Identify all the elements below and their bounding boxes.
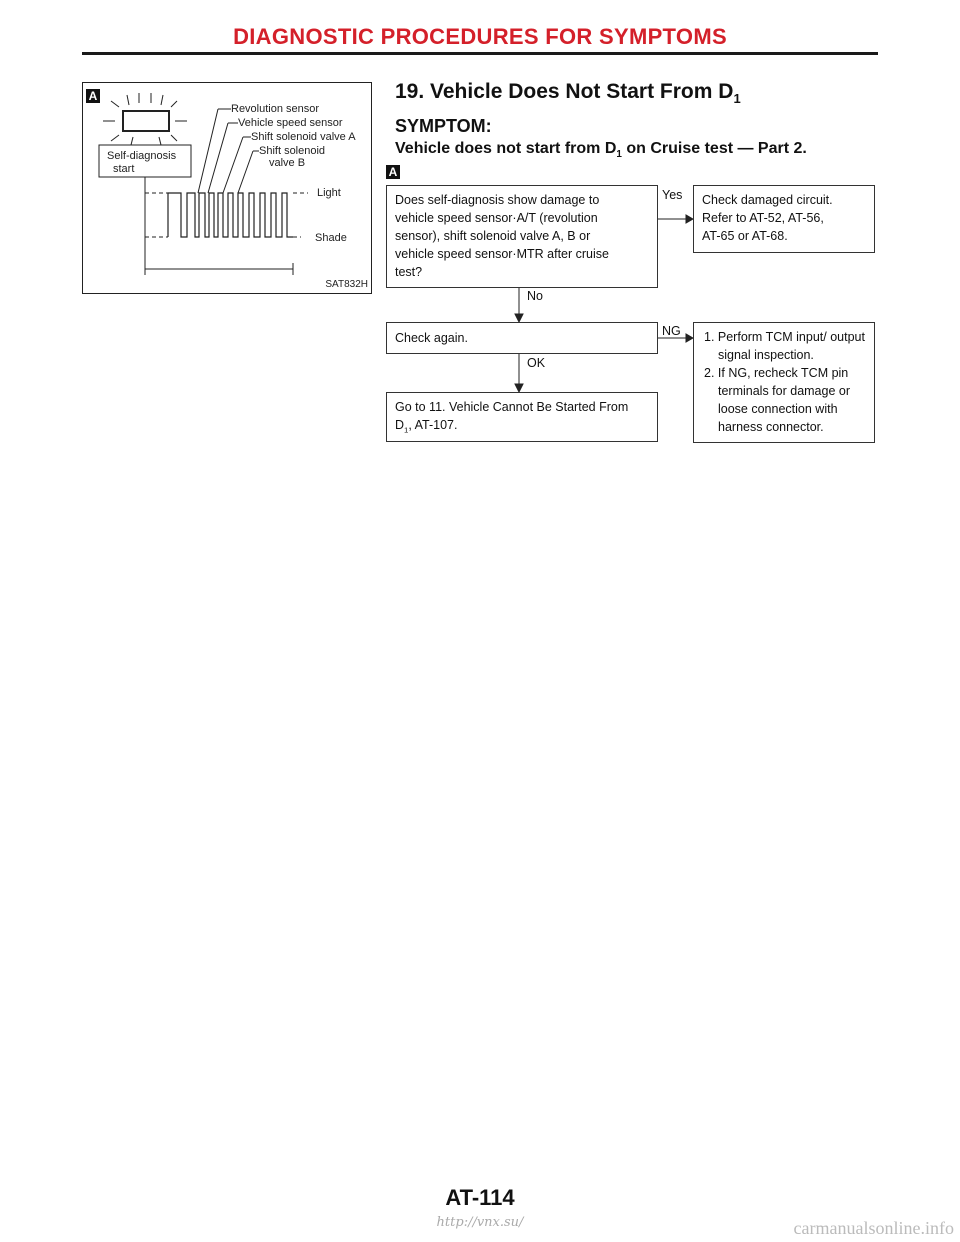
section-title: 19. Vehicle Does Not Start From $D_1$ xyxy=(395,80,741,107)
figure-label-vehicle-speed: Vehicle speed sensor xyxy=(238,117,343,129)
symptom-label: SYMPTOM: xyxy=(395,116,492,136)
no-label: No xyxy=(527,289,543,303)
footer-link[interactable]: http://vnx.su/ xyxy=(436,1215,524,1230)
figure-label-solenoid-b-2: valve B xyxy=(269,157,306,169)
figure-box-label-2: start xyxy=(113,163,135,175)
header-title: DIAGNOSTIC PROCEDURES FOR SYMPTOMS xyxy=(233,24,727,49)
watermark: carmanualsonline.info xyxy=(793,1218,954,1238)
figure-label-solenoid-a: Shift solenoid valve A xyxy=(251,131,356,143)
question-box-self-diagnosis: Does self-diagnosis show damage to vehicle speed sensor·A/T (revolution sensor), shift solenoid valve A, B or vehicle speed sensor·MTR after cruise test? xyxy=(386,185,658,288)
result-box-tcm-inspection: 1. Perform TCM input/ output signal inspection. 2. If NG, recheck TCM pin terminals for damage or loose connection with harness connector. xyxy=(693,322,875,443)
ok-label: OK xyxy=(527,356,546,370)
figure-marker: A xyxy=(86,89,100,103)
step-box-go-to: Go to 11. Vehicle Cannot Be Started From $D_1$, AT-107. xyxy=(386,392,658,442)
figure-label-solenoid-b-1: Shift solenoid xyxy=(259,145,326,157)
yes-label: Yes xyxy=(662,188,683,202)
figure-label-light: Light xyxy=(317,187,341,199)
figure-label-shade: Shade xyxy=(315,232,347,244)
figure-label-revolution: Revolution sensor xyxy=(231,103,320,115)
figure-box-label-1: Self-diagnosis xyxy=(107,150,177,162)
page-number: AT-114 xyxy=(445,1185,515,1210)
step-box-check-again: Check again. xyxy=(386,322,658,354)
figure-code: SAT832H xyxy=(325,279,368,290)
ng-label: NG xyxy=(662,324,681,338)
section-marker: A xyxy=(386,165,400,179)
result-box-check-circuit: Check damaged circuit. Refer to AT-52, AT-56, AT-65 or AT-68. xyxy=(693,185,875,253)
symptom-description: Vehicle does not start from $D_1$ on Cruise test — Part 2. xyxy=(395,140,807,161)
